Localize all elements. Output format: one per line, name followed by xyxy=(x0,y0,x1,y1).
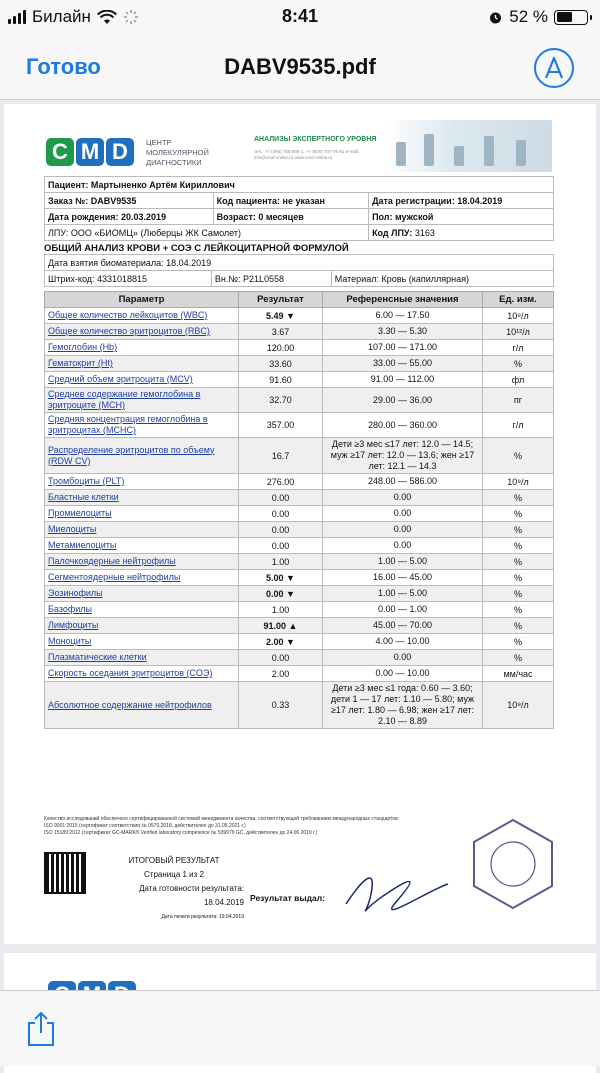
reference-range: Дети ≥3 мес ≤17 лет: 12.0 — 14.5; муж ≥17 лет: 12.0 — 13.6; жен ≥17 лет: 12.1 — 14.3 xyxy=(323,438,483,474)
parameter-link[interactable]: Среднее содержание гемоглобина в эритроците (MCH) xyxy=(45,388,239,413)
reference-range: 16.00 — 45.00 xyxy=(323,570,483,586)
signature xyxy=(336,864,456,916)
clock: 8:41 xyxy=(281,6,319,26)
unit: % xyxy=(483,650,554,666)
battery-percent: 52 % xyxy=(509,7,548,26)
order-number: DABV9535 xyxy=(90,195,137,206)
battery-fill xyxy=(557,12,572,22)
markup-pen-icon xyxy=(536,50,572,86)
unit: % xyxy=(483,618,554,634)
print-date: Дата печати результата: 19.04.2019 xyxy=(161,914,244,920)
table-row xyxy=(45,388,554,413)
page-counter: Страница 1 из 2 xyxy=(144,870,204,879)
patient-age: Возраст: 0 месяцев xyxy=(216,211,304,222)
lpu: ЛПУ: ООО «БИОМЦ» (Люберцы ЖК Самолет) xyxy=(45,225,369,241)
unit: г/л xyxy=(483,340,554,356)
table-row xyxy=(45,650,554,666)
unit: % xyxy=(483,490,554,506)
patient-sex: Пол: мужской xyxy=(372,211,434,222)
barcode: Штрих-код: 4331018815 xyxy=(45,271,212,287)
carrier-label: Билайн xyxy=(32,7,91,26)
parameter-link[interactable]: Миелоциты xyxy=(45,522,239,538)
table-row xyxy=(45,372,554,388)
reference-range: 45.00 — 70.00 xyxy=(323,618,483,634)
reference-range: 29.00 — 36.00 xyxy=(323,388,483,413)
markup-button[interactable] xyxy=(534,48,574,88)
unit: % xyxy=(483,522,554,538)
cmd-logo: C M D xyxy=(46,138,134,166)
parameter-link[interactable]: Тромбоциты (PLT) xyxy=(45,474,239,490)
parameter-link[interactable]: Абсолютное содержание нейтрофилов xyxy=(45,682,239,729)
reference-range: 0.00 xyxy=(323,650,483,666)
reference-range: 0.00 xyxy=(323,490,483,506)
reference-range: 0.00 xyxy=(323,538,483,554)
table-row xyxy=(45,308,554,324)
patient-code: Код пациента: не указан xyxy=(216,195,325,206)
unit: 10⁹/л xyxy=(483,308,554,324)
parameter-link[interactable]: Лимфоциты xyxy=(45,618,239,634)
battery-icon xyxy=(554,10,588,25)
parameter-link[interactable]: Сегментоядерные нейтрофилы xyxy=(45,570,239,586)
reference-range: 1.00 — 5.00 xyxy=(323,586,483,602)
result-value: 5.00 ▼ xyxy=(239,570,323,586)
parameter-link[interactable]: Эозинофилы xyxy=(45,586,239,602)
result-value: 2.00 ▼ xyxy=(239,634,323,650)
result-value: 0.00 xyxy=(239,506,323,522)
iso-9001: ISO 9001:2015 (сертификат соответствия № 0570.2018, действителен до 31.05.2021 г.) xyxy=(44,823,246,829)
reference-range: Дети ≥3 мес ≤1 года: 0.60 — 3.60; дети 1 — 17 лет: 1.10 — 5.80; муж ≥17 лет: 1.80 — 6.98; жен ≥17 лет: 2.10 — 8.89 xyxy=(323,682,483,729)
table-row xyxy=(45,356,554,372)
table-row xyxy=(45,554,554,570)
internal-number: Вн.№: P21L0558 xyxy=(211,271,331,287)
unit: % xyxy=(483,356,554,372)
unit: г/л xyxy=(483,413,554,438)
unit: пг xyxy=(483,388,554,413)
parameter-link[interactable]: Плазматические клетки xyxy=(45,650,239,666)
table-row xyxy=(45,666,554,682)
status-bar xyxy=(0,0,600,34)
result-value: 0.00 xyxy=(239,650,323,666)
lpu-code: 3163 xyxy=(414,227,435,238)
result-value: 91.60 xyxy=(239,372,323,388)
result-value: 276.00 xyxy=(239,474,323,490)
document-title: DABV9535.pdf xyxy=(224,54,376,79)
table-row xyxy=(45,538,554,554)
iso-15189: ISO 15189:2012 (сертификат GC-MARK® Verified laboratory competence № 539979 GC, действителен до 24.06.2019 г.) xyxy=(44,830,318,836)
lab-photo xyxy=(384,120,552,172)
col-reference: Референсные значения xyxy=(323,292,483,308)
share-button[interactable] xyxy=(26,1011,56,1052)
parameter-link[interactable]: Метамиелоциты xyxy=(45,538,239,554)
registration-date: Дата регистрации: 18.04.2019 xyxy=(372,195,503,206)
parameter-link[interactable]: Средний объем эритроцита (MCV) xyxy=(45,372,239,388)
patient-info xyxy=(44,176,554,241)
reference-range: 91.00 — 112.00 xyxy=(323,372,483,388)
quality-note: Качество исследований обеспечено сертифицированной системой менеджмента качества, соответствующей требованиям международных стандартов: xyxy=(44,816,400,822)
final-result-block xyxy=(104,854,244,924)
sample-date: Дата взятия биоматериала: 18.04.2019 xyxy=(45,255,554,271)
col-parameter: Параметр xyxy=(45,292,239,308)
table-row xyxy=(45,586,554,602)
contact-info: тел.: +7 (495) 788-000-1, +7 (800) 707-76-81 e-mail: info@cmd-online.ru www.cmd-online.ru xyxy=(254,149,360,160)
parameter-link[interactable]: Базофилы xyxy=(45,602,239,618)
reference-range: 0.00 — 1.00 xyxy=(323,602,483,618)
table-row xyxy=(45,634,554,650)
unit: % xyxy=(483,554,554,570)
table-row xyxy=(45,570,554,586)
ready-date: Дата готовности результата: 18.04.2019 xyxy=(139,884,244,907)
qr-code xyxy=(44,852,86,894)
reference-range: 107.00 — 171.00 xyxy=(323,340,483,356)
table-row xyxy=(45,474,554,490)
table-row xyxy=(45,506,554,522)
results-table xyxy=(44,291,554,729)
report-header xyxy=(44,116,554,176)
result-value: 1.00 xyxy=(239,602,323,618)
table-row xyxy=(45,682,554,729)
result-value: 120.00 xyxy=(239,340,323,356)
unit: % xyxy=(483,570,554,586)
patient-name: Пациент: Мартыненко Артём Кириллович xyxy=(48,179,235,190)
parameter-link[interactable]: Моноциты xyxy=(45,634,239,650)
col-unit: Ед. изм. xyxy=(483,292,554,308)
reference-range: 0.00 xyxy=(323,506,483,522)
parameter-link[interactable]: Гематокрит (Ht) xyxy=(45,356,239,372)
unit: % xyxy=(483,506,554,522)
unit: 10⁹/л xyxy=(483,682,554,729)
col-result: Результат xyxy=(239,292,323,308)
issued-by-label: Результат выдал: xyxy=(250,893,325,903)
order-label: Заказ №: xyxy=(48,195,89,206)
lpu-code-label: Код ЛПУ: xyxy=(372,227,413,238)
alarm-icon xyxy=(488,10,503,25)
center-name: ЦЕНТР МОЛЕКУЛЯРНОЙ ДИАГНОСТИКИ xyxy=(146,138,209,167)
final-result-label: ИТОГОВЫЙ РЕЗУЛЬТАТ xyxy=(128,856,220,865)
reference-range: 248.00 — 586.00 xyxy=(323,474,483,490)
parameter-link[interactable]: Гемоглобин (Hb) xyxy=(45,340,239,356)
unit: % xyxy=(483,438,554,474)
unit: фл xyxy=(483,372,554,388)
parameter-link[interactable]: Общее количество эритроцитов (RBC) xyxy=(45,324,239,340)
result-value: 0.00 xyxy=(239,490,323,506)
table-row xyxy=(45,413,554,438)
analysis-meta xyxy=(44,254,554,287)
table-row xyxy=(45,618,554,634)
result-value: 16.7 xyxy=(239,438,323,474)
unit: мм/час xyxy=(483,666,554,682)
result-value: 32.70 xyxy=(239,388,323,413)
parameter-link[interactable]: Средняя концентрация гемоглобина в эритроцитах (MCHC) xyxy=(45,413,239,438)
material: Материал: Кровь (капиллярная) xyxy=(331,271,553,287)
reference-range: 3.30 — 5.30 xyxy=(323,324,483,340)
reference-range: 0.00 — 10.00 xyxy=(323,666,483,682)
reference-range: 4.00 — 10.00 xyxy=(323,634,483,650)
table-row xyxy=(45,438,554,474)
parameter-link[interactable]: Распределение эритроцитов по объему (RDW CV) xyxy=(45,438,239,474)
unit: % xyxy=(483,586,554,602)
unit: 10¹²/л xyxy=(483,324,554,340)
unit: % xyxy=(483,602,554,618)
result-value: 5.49 ▼ xyxy=(239,308,323,324)
result-value: 3.67 xyxy=(239,324,323,340)
parameter-link[interactable]: Палочкоядерные нейтрофилы xyxy=(45,554,239,570)
table-row xyxy=(45,602,554,618)
table-row xyxy=(45,522,554,538)
stamp xyxy=(470,816,556,912)
nav-bar xyxy=(0,34,600,100)
reference-range: 280.00 — 360.00 xyxy=(323,413,483,438)
result-value: 91.00 ▲ xyxy=(239,618,323,634)
parameter-link[interactable]: Промиелоциты xyxy=(45,506,239,522)
table-row xyxy=(45,490,554,506)
reference-range: 6.00 — 17.50 xyxy=(323,308,483,324)
result-value: 1.00 xyxy=(239,554,323,570)
result-value: 357.00 xyxy=(239,413,323,438)
unit: % xyxy=(483,634,554,650)
result-value: 0.33 xyxy=(239,682,323,729)
parameter-link[interactable]: Общее количество лейкоцитов (WBC) xyxy=(45,308,239,324)
share-icon xyxy=(26,1011,56,1047)
result-value: 2.00 xyxy=(239,666,323,682)
reference-range: 33.00 — 55.00 xyxy=(323,356,483,372)
result-value: 0.00 xyxy=(239,538,323,554)
birth-date: Дата рождения: 20.03.2019 xyxy=(48,211,167,222)
unit: 10⁹/л xyxy=(483,474,554,490)
parameter-link[interactable]: Скорость оседания эритроцитов (СОЭ) xyxy=(45,666,239,682)
done-button[interactable]: Готово xyxy=(26,54,101,79)
unit: % xyxy=(483,538,554,554)
result-value: 0.00 ▼ xyxy=(239,586,323,602)
analysis-title: ОБЩИЙ АНАЛИЗ КРОВИ + СОЭ С ЛЕЙКОЦИТАРНОЙ ФОРМУЛОЙ xyxy=(44,243,349,254)
table-row xyxy=(45,324,554,340)
reference-range: 0.00 xyxy=(323,522,483,538)
result-value: 0.00 xyxy=(239,522,323,538)
parameter-link[interactable]: Бластные клетки xyxy=(45,490,239,506)
bottom-toolbar xyxy=(0,990,600,1066)
lab-report xyxy=(44,116,554,729)
battery-group xyxy=(488,7,588,27)
result-value: 33.60 xyxy=(239,356,323,372)
reference-range: 1.00 — 5.00 xyxy=(323,554,483,570)
table-row xyxy=(45,340,554,356)
expert-slogan: АНАЛИЗЫ ЭКСПЕРТНОГО УРОВНЯ xyxy=(254,136,377,143)
